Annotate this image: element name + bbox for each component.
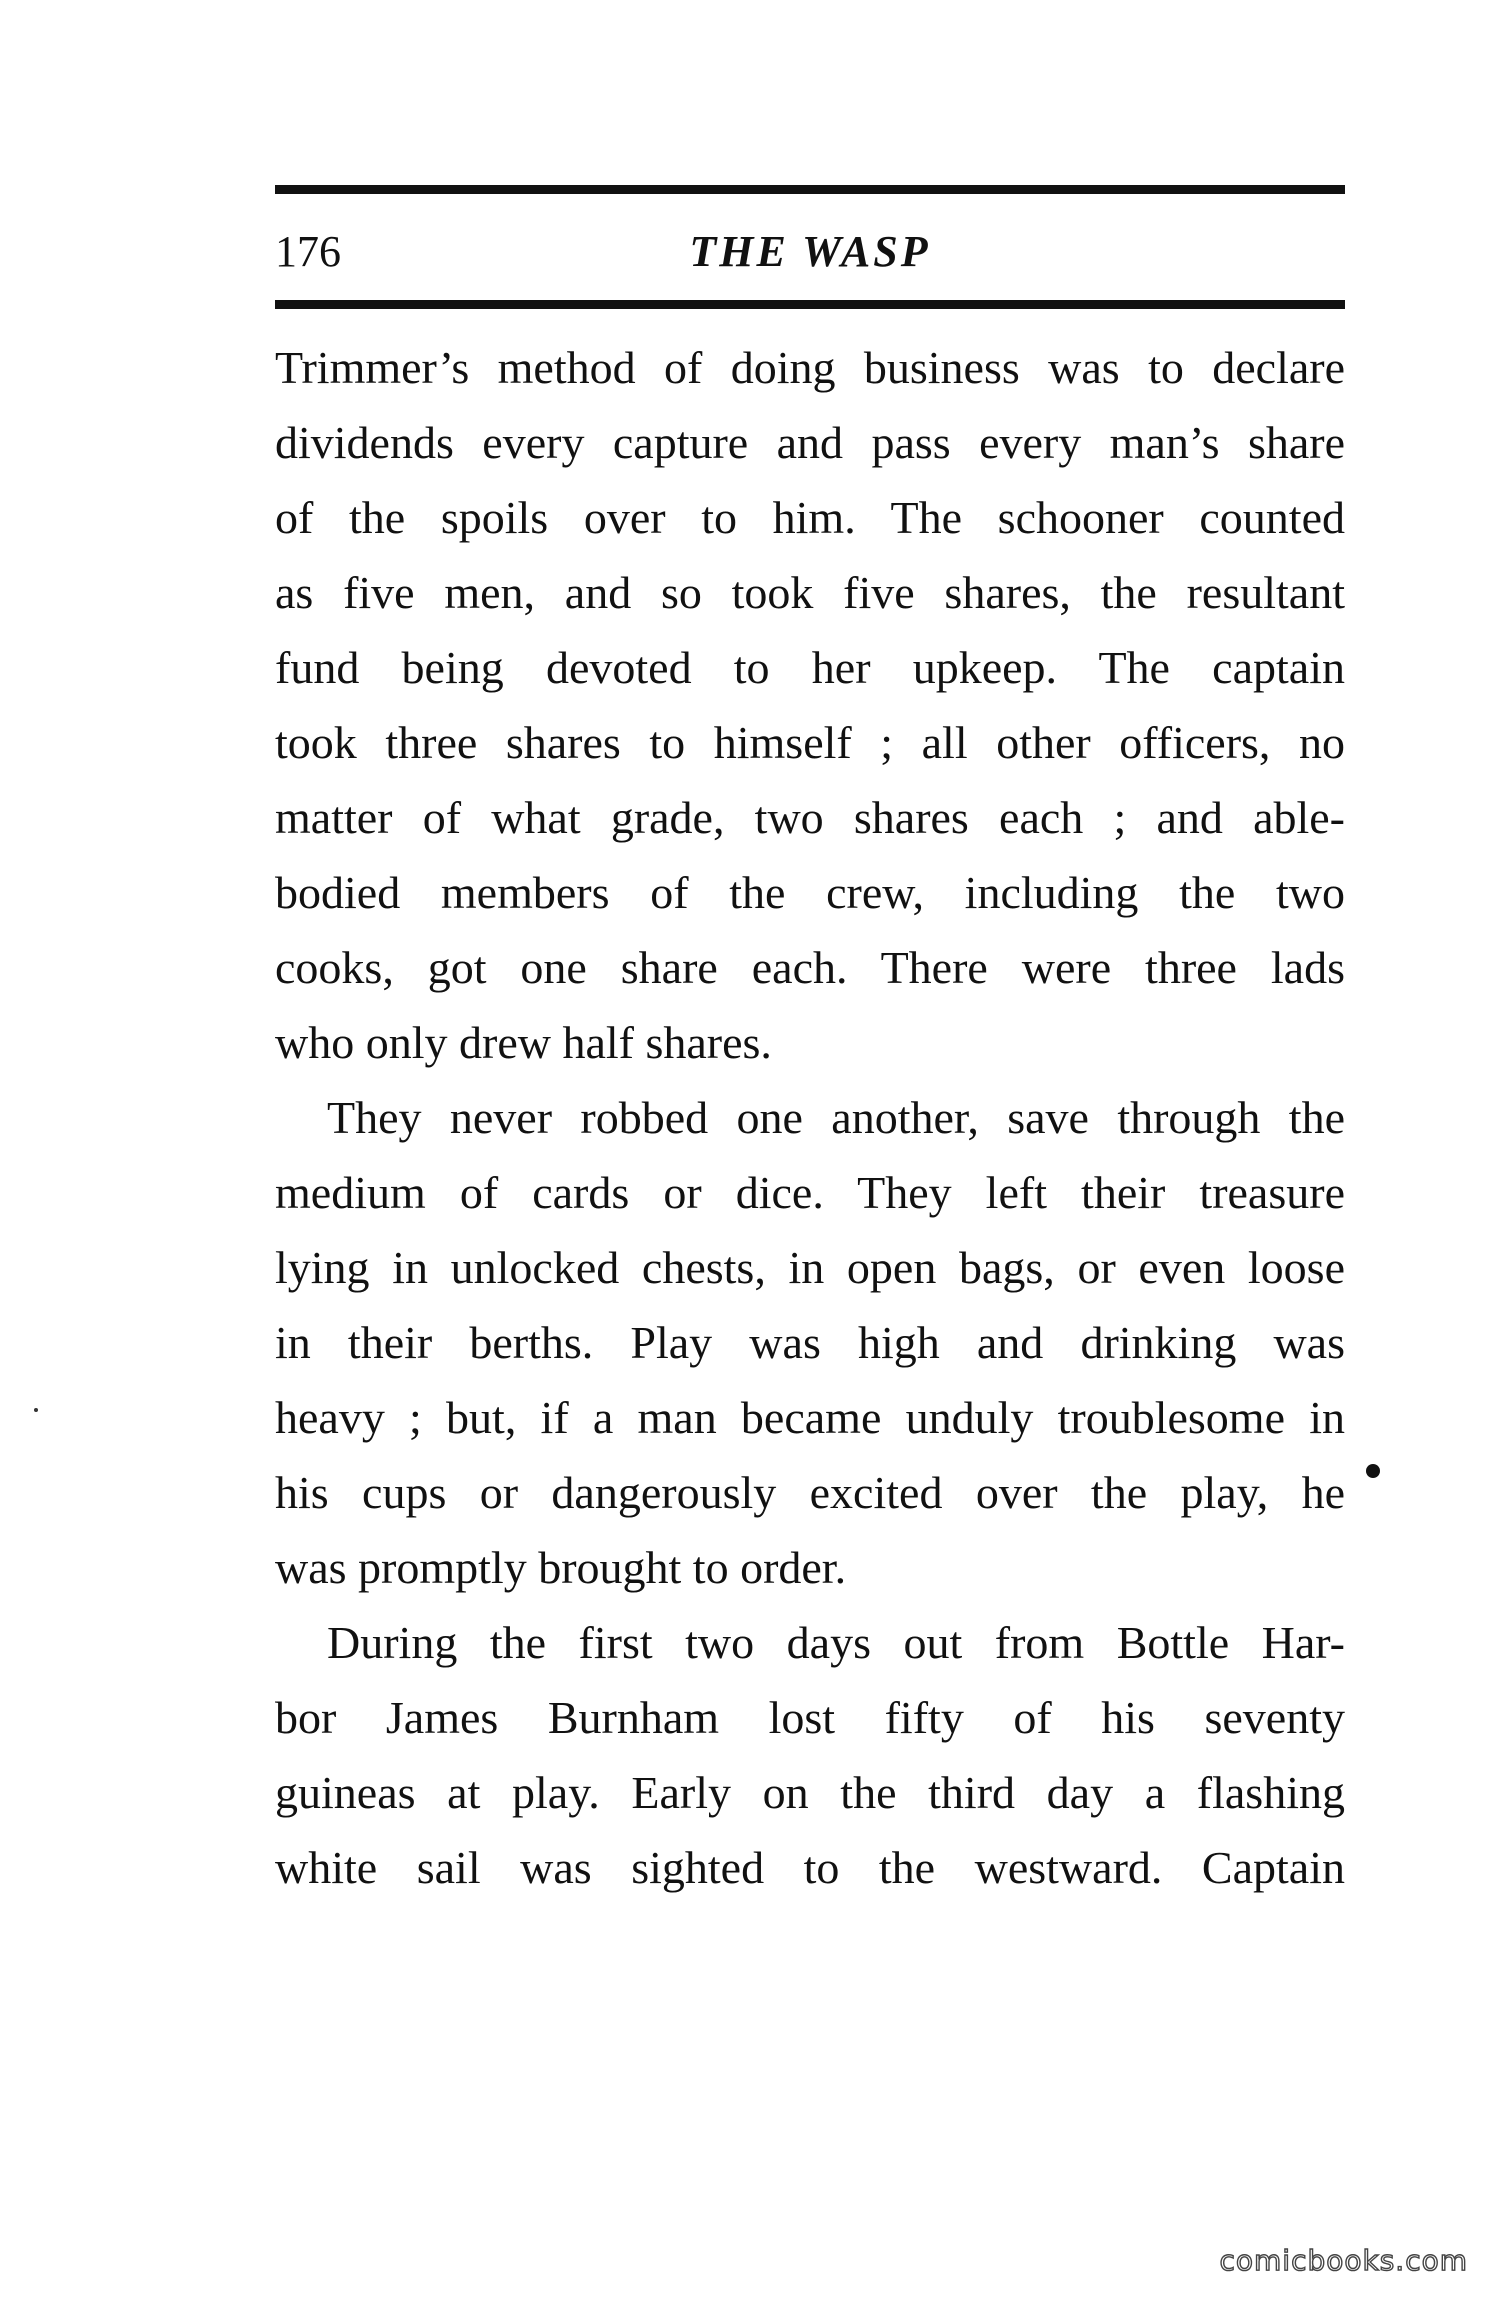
text-line: matter of what grade, two shares each ; and able-: [275, 792, 1345, 843]
text-line: in their berths. Play was high and drinking was: [275, 1317, 1345, 1368]
text-line: cooks, got one share each. There were three lads: [275, 942, 1345, 993]
paragraph-3: [275, 1605, 1345, 1905]
text-line: heavy ; but, if a man became unduly troublesome in: [275, 1392, 1345, 1443]
text-line: bor James Burnham lost fifty of his seventy: [275, 1692, 1345, 1743]
text-line: as five men, and so took five shares, the resultant: [275, 567, 1345, 618]
text-line: They never robbed one another, save through the: [327, 1092, 1345, 1143]
text-line: fund being devoted to her upkeep. The captain: [275, 642, 1345, 693]
text-line: dividends every capture and pass every man’s share: [275, 417, 1345, 468]
text-line: Trimmer’s method of doing business was to declare: [275, 342, 1345, 393]
body-text: [275, 330, 1345, 1905]
text-line: who only drew half shares.: [275, 1017, 772, 1068]
ink-dot: [1366, 1464, 1380, 1478]
text-line: white sail was sighted to the westward. Captain: [275, 1842, 1345, 1893]
watermark: comicbooks.com: [1219, 2244, 1468, 2277]
text-line: medium of cards or dice. They left their treasure: [275, 1167, 1345, 1218]
paragraph-1: [275, 330, 1345, 1080]
page-number: 176: [275, 227, 341, 276]
header-top-rule: [275, 185, 1345, 194]
text-line: his cups or dangerously excited over the play, he: [275, 1467, 1345, 1518]
text-line: bodied members of the crew, including the two: [275, 867, 1345, 918]
paragraph-2: [275, 1080, 1345, 1605]
header-bottom-rule: [275, 300, 1345, 309]
text-line: took three shares to himself ; all other officers, no: [275, 717, 1345, 768]
running-title: THE WASP: [689, 227, 931, 276]
running-header: [275, 206, 1345, 286]
scan-speck: [34, 1408, 38, 1412]
text-line: During the first two days out from Bottle Har-: [327, 1617, 1345, 1668]
text-line: guineas at play. Early on the third day a flashing: [275, 1767, 1345, 1818]
text-line: was promptly brought to order.: [275, 1542, 847, 1593]
text-line: of the spoils over to him. The schooner counted: [275, 492, 1345, 543]
text-line: lying in unlocked chests, in open bags, or even loose: [275, 1242, 1345, 1293]
